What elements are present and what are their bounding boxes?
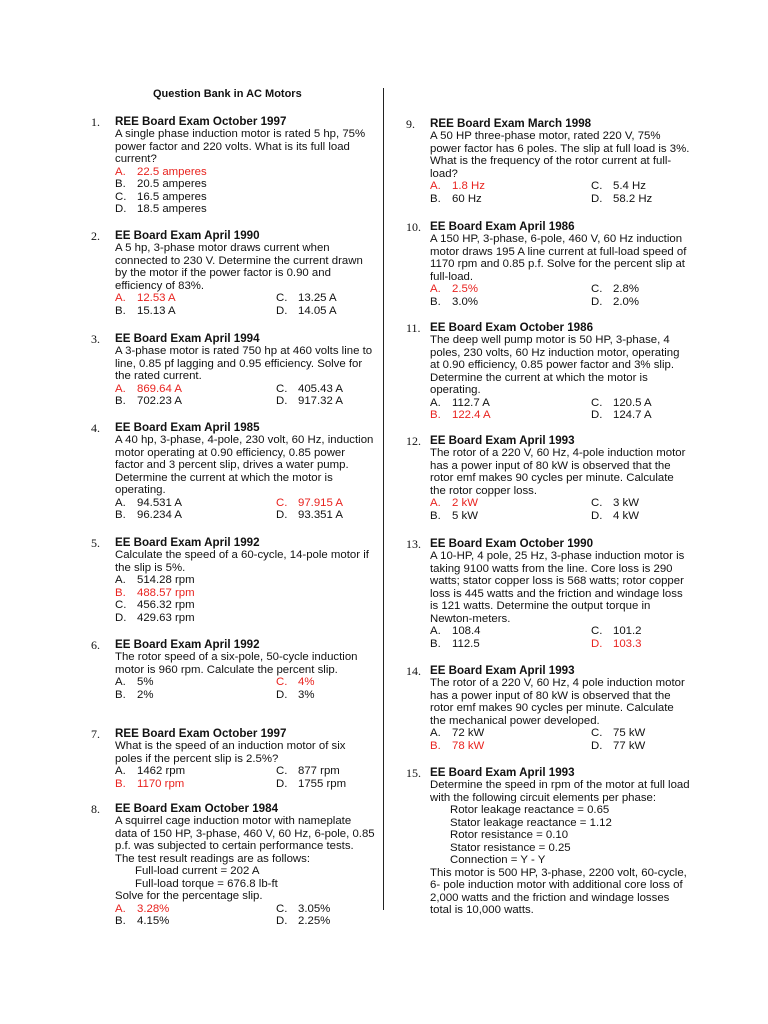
option-letter: D. <box>591 739 603 752</box>
option-value: 3.05% <box>298 902 331 915</box>
option-letter: D. <box>276 777 288 790</box>
option-value: 405.43 A <box>298 382 343 395</box>
option-letter: B. <box>430 739 441 752</box>
option-value: 456.32 rpm <box>137 599 195 611</box>
option-letter: D. <box>591 295 603 308</box>
exam-heading: EE Board Exam April 1990 <box>115 229 260 242</box>
question-stem: A 3-phase motor is rated 750 hp at 460 volts line to line, 0.85 pf lagging and 0.95 efficiency. Solve for the rated current. <box>115 345 373 382</box>
answer-option <box>115 612 375 625</box>
option-letter: A. <box>430 180 441 192</box>
question-body <box>115 345 375 408</box>
exam-heading: EE Board Exam April 1985 <box>115 421 260 434</box>
question-body <box>115 740 375 790</box>
question-stem: The rotor speed of a six-pole, 50-cycle induction motor is 960 rpm. Calculate the percent slip. <box>115 651 358 676</box>
option-letter: D. <box>591 637 603 650</box>
given-data-line: Rotor resistance = 0.10 <box>450 829 569 841</box>
answer-options <box>115 292 375 317</box>
option-letter: D. <box>591 509 603 522</box>
option-letter: A. <box>430 625 441 637</box>
option-letter: A. <box>115 676 126 688</box>
question-prompt: Solve for the percentage slip. <box>115 890 263 902</box>
answer-option <box>115 178 375 191</box>
question-number: 13. <box>406 537 421 551</box>
question-stem: Determine the speed in rpm of the motor at full load with the following circuit elements per phase: <box>430 779 690 804</box>
option-value: 60 Hz <box>452 192 482 205</box>
option-value: 22.5 amperes <box>137 165 207 178</box>
question-body <box>115 128 375 216</box>
question-number: 1. <box>91 115 100 129</box>
option-letter: B. <box>430 409 441 421</box>
option-value: 1462 rpm <box>137 765 186 777</box>
answer-options <box>430 727 690 752</box>
option-letter: A. <box>430 396 441 409</box>
option-value: 15.13 A <box>137 304 176 317</box>
option-letter: D. <box>276 688 288 701</box>
option-letter: A. <box>115 382 126 395</box>
exam-heading: EE Board Exam October 1990 <box>430 537 594 550</box>
page-title: Question Bank in AC Motors <box>153 88 302 100</box>
question-number: 15. <box>406 766 421 780</box>
option-letter: A. <box>115 902 126 915</box>
option-value: 1170 rpm <box>137 777 185 790</box>
question-stem: The rotor of a 220 V, 60 Hz, 4-pole induction motor has a power input of 80 kW is observed that the rotor emf makes 90 cycles per minute. Calculate the rotor copper loss. <box>430 447 686 497</box>
option-letter: C. <box>276 292 288 304</box>
answer-option <box>115 203 375 216</box>
question-number: 11. <box>406 321 421 335</box>
exam-heading: EE Board Exam October 1986 <box>430 321 594 334</box>
question-body <box>430 447 690 522</box>
option-letter: C. <box>276 902 288 915</box>
option-value: 122.4 A <box>452 409 491 421</box>
option-value: 869.64 A <box>137 382 182 395</box>
option-letter: D. <box>115 203 127 215</box>
answer-option <box>115 599 375 612</box>
question-body <box>430 550 690 650</box>
option-value: 1.8 Hz <box>452 180 485 192</box>
answer-options <box>115 903 375 928</box>
option-value: 18.5 amperes <box>137 203 207 215</box>
answer-options <box>115 765 375 790</box>
option-letter: C. <box>276 765 288 777</box>
exam-heading: REE Board Exam October 1997 <box>115 115 287 128</box>
given-data-line: Full-load torque = 676.8 lb-ft <box>135 877 278 890</box>
question-stem: A 50 HP three-phase motor, rated 220 V, 75% power factor has 6 poles. The slip at full load is 3%. What is the frequency of the rotor current at full-load? <box>430 130 690 180</box>
option-value: 72 kW <box>452 727 485 739</box>
option-value: 429.63 rpm <box>137 611 195 624</box>
option-value: 5% <box>137 676 154 688</box>
option-letter: C. <box>591 625 603 637</box>
option-letter: A. <box>430 727 441 739</box>
option-value: 97.915 A <box>298 496 343 509</box>
option-value: 112.5 <box>452 637 480 650</box>
given-data-line: Connection = Y - Y <box>450 854 546 866</box>
option-letter: C. <box>276 382 288 395</box>
exam-heading: EE Board Exam April 1993 <box>430 434 575 447</box>
option-letter: C. <box>591 180 603 192</box>
answer-options <box>430 283 690 308</box>
option-value: 5 kW <box>452 509 478 522</box>
option-value: 5.4 Hz <box>613 180 646 192</box>
option-letter: B. <box>430 295 441 308</box>
option-letter: B. <box>115 688 126 701</box>
question-body <box>430 233 690 308</box>
option-letter: A. <box>430 497 441 509</box>
option-value: 4% <box>298 676 315 688</box>
answer-option <box>115 191 375 204</box>
question-number: 7. <box>91 727 100 741</box>
option-letter: D. <box>276 304 288 317</box>
question-stem: A 10-HP, 4 pole, 25 Hz, 3-phase induction motor is taking 9100 watts from the line. Core loss is 290 watts; stator copper loss is 568 watts; rotor copper loss is 445 watts and the friction and windage loss is 121 watts. Determine the output torque in Newton-meters. <box>430 550 685 625</box>
option-value: 16.5 amperes <box>137 190 207 203</box>
option-letter: D. <box>276 915 288 927</box>
option-letter: C. <box>115 190 127 203</box>
column-divider <box>383 88 384 910</box>
option-value: 58.2 Hz <box>613 192 653 205</box>
option-value: 3% <box>298 688 315 701</box>
option-letter: A. <box>115 292 126 304</box>
answer-option <box>115 574 375 587</box>
option-letter: B. <box>115 395 126 407</box>
option-value: 2.25% <box>298 915 331 927</box>
option-value: 101.2 <box>613 625 642 637</box>
option-value: 78 kW <box>452 739 485 752</box>
question-number: 9. <box>406 117 415 131</box>
option-letter: B. <box>115 178 126 190</box>
question-body <box>430 334 690 422</box>
question-body <box>115 434 375 522</box>
option-letter: C. <box>276 676 288 688</box>
option-value: 3.0% <box>452 295 478 308</box>
option-letter: B. <box>115 304 126 317</box>
question-stem: A single phase induction motor is rated 5 hp, 75% power factor and 220 volts. What is its full load current? <box>115 128 366 165</box>
option-value: 3 kW <box>613 497 639 509</box>
option-letter: B. <box>115 915 126 927</box>
answer-options <box>115 497 375 522</box>
option-letter: B. <box>430 192 441 205</box>
option-letter: C. <box>591 396 603 409</box>
question-number: 2. <box>91 229 100 243</box>
option-letter: C. <box>591 727 603 739</box>
option-value: 93.351 A <box>298 509 343 521</box>
question-number: 5. <box>91 536 100 550</box>
answer-options <box>115 574 375 624</box>
exam-heading: REE Board Exam March 1998 <box>430 117 592 130</box>
answer-options <box>430 497 690 522</box>
question-number: 8. <box>91 802 100 816</box>
question-number: 12. <box>406 434 421 448</box>
question-body <box>430 779 690 917</box>
answer-options <box>430 625 690 650</box>
option-letter: B. <box>115 586 126 599</box>
option-letter: C. <box>591 283 603 295</box>
option-value: 94.531 A <box>137 496 182 509</box>
option-value: 3.28% <box>137 902 170 915</box>
option-value: 124.7 A <box>613 409 652 421</box>
question-stem: A 5 hp, 3-phase motor draws current when connected to 230 V. Determine the current drawn by the motor if the power factor is 0.90 and efficiency of 83%. <box>115 242 363 292</box>
option-value: 13.25 A <box>298 292 337 304</box>
option-value: 702.23 A <box>137 395 182 407</box>
question-body <box>115 549 375 624</box>
question-stem: Calculate the speed of a 60-cycle, 14-pole motor if the slip is 5%. <box>115 549 369 574</box>
exam-heading: REE Board Exam October 1997 <box>115 727 287 740</box>
question-number: 4. <box>91 421 100 435</box>
question-stem: The rotor of a 220 V, 60 Hz, 4 pole induction motor has a power input of 80 kW is observed that the rotor emf makes 90 cycles per minute. Calculate the mechanical power developed. <box>430 677 685 727</box>
question-number: 10. <box>406 220 421 234</box>
exam-heading: EE Board Exam April 1993 <box>430 766 575 779</box>
option-value: 77 kW <box>613 739 646 752</box>
option-letter: C. <box>276 496 288 509</box>
question-body <box>115 815 375 928</box>
option-value: 108.4 <box>452 625 481 637</box>
exam-heading: EE Board Exam April 1994 <box>115 332 260 345</box>
option-value: 103.3 <box>613 637 642 650</box>
question-prompt: This motor is 500 HP, 3-phase, 2200 volt, 60-cycle, 6- pole induction motor with additional core loss of 2,000 watts and the friction and windage losses total is 10,000 watts. <box>430 866 687 916</box>
option-letter: D. <box>591 192 603 205</box>
option-letter: A. <box>115 574 126 586</box>
option-value: 2 kW <box>452 497 478 509</box>
option-letter: B. <box>430 509 441 522</box>
option-value: 917.32 A <box>298 395 343 407</box>
exam-heading: EE Board Exam April 1986 <box>430 220 575 233</box>
answer-options <box>115 166 375 216</box>
given-data-line: Rotor leakage reactance = 0.65 <box>450 804 610 816</box>
option-value: 20.5 amperes <box>137 178 207 190</box>
option-letter: C. <box>591 497 603 509</box>
question-stem: What is the speed of an induction motor of six poles if the percent slip is 2.5%? <box>115 740 346 765</box>
question-body <box>430 677 690 752</box>
option-letter: D. <box>276 395 288 407</box>
option-value: 2% <box>137 688 154 701</box>
question-body <box>115 651 375 701</box>
option-letter: D. <box>276 509 288 521</box>
given-data-line: Stator resistance = 0.25 <box>450 841 571 854</box>
answer-options <box>430 180 690 205</box>
option-value: 120.5 A <box>613 396 652 409</box>
option-value: 12.53 A <box>137 292 176 304</box>
option-value: 2.0% <box>613 295 639 308</box>
question-stem: A 150 HP, 3-phase, 6-pole, 460 V, 60 Hz induction motor draws 195 A line current at full-load speed of 1170 rpm and 0.85 p.f. Solve for the percent slip at full-load. <box>430 233 687 283</box>
answer-options <box>115 676 375 701</box>
answer-options <box>430 397 690 422</box>
option-value: 488.57 rpm <box>137 586 195 599</box>
option-value: 1755 rpm <box>298 777 347 790</box>
option-value: 4.15% <box>137 915 170 927</box>
option-value: 2.8% <box>613 283 639 295</box>
question-stem: The deep well pump motor is 50 HP, 3-phase, 4 poles, 230 volts, 60 Hz induction motor, operating at 0.90 efficiency, 0.85 power factor and 3% slip. Determine the current at which the motor is operating. <box>430 334 680 396</box>
answer-option-correct <box>115 166 375 179</box>
option-letter: D. <box>115 611 127 624</box>
question-body <box>115 242 375 317</box>
exam-heading: EE Board Exam April 1992 <box>115 638 260 651</box>
given-data-line: Stator leakage reactance = 1.12 <box>450 816 612 829</box>
exam-heading: EE Board Exam October 1984 <box>115 802 279 815</box>
option-letter: B. <box>115 509 126 521</box>
option-letter: D. <box>591 409 603 421</box>
option-value: 14.05 A <box>298 304 337 317</box>
option-value: 4 kW <box>613 509 639 522</box>
question-body <box>430 130 690 205</box>
question-number: 14. <box>406 664 421 678</box>
exam-heading: EE Board Exam April 1992 <box>115 536 260 549</box>
option-value: 514.28 rpm <box>137 574 195 586</box>
given-data-line: Full-load current = 202 A <box>135 865 260 877</box>
option-value: 112.7 A <box>452 396 490 409</box>
option-value: 877 rpm <box>298 765 340 777</box>
question-stem: A squirrel cage induction motor with nameplate data of 150 HP, 3-phase, 460 V, 60 Hz, 6-pole, 0.85 p.f. was subjected to certain performance tests. The test result readings are as follows: <box>115 815 375 865</box>
question-stem: A 40 hp, 3-phase, 4-pole, 230 volt, 60 Hz, induction motor operating at 0.90 efficiency, 0.85 power factor and 3 percent slip, drives a water pump. Determine the current at which the motor is operating. <box>115 434 374 496</box>
option-letter: A. <box>115 765 126 777</box>
question-number: 3. <box>91 332 100 346</box>
option-letter: B. <box>115 777 126 790</box>
answer-option-correct <box>115 587 375 600</box>
answer-options <box>115 383 375 408</box>
option-letter: A. <box>115 165 126 178</box>
option-letter: C. <box>115 599 127 611</box>
option-letter: A. <box>115 496 126 509</box>
option-value: 96.234 A <box>137 509 182 521</box>
option-value: 2.5% <box>452 283 478 295</box>
exam-heading: EE Board Exam April 1993 <box>430 664 575 677</box>
question-number: 6. <box>91 638 100 652</box>
option-value: 75 kW <box>613 727 646 739</box>
option-letter: B. <box>430 637 441 650</box>
option-letter: A. <box>430 283 441 295</box>
